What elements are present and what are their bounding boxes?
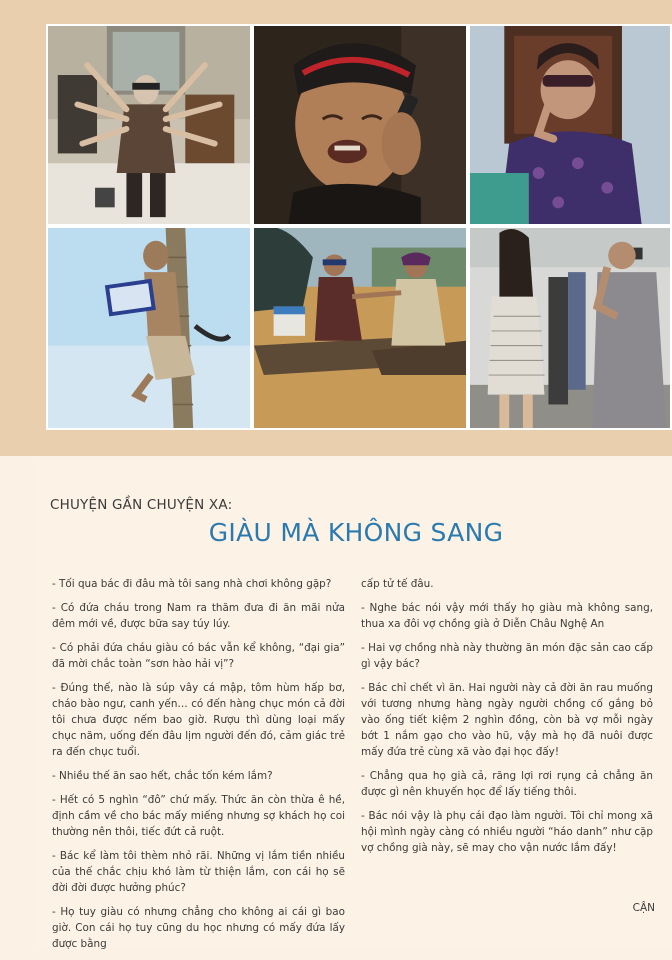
paragraph: cấp tử tế đâu. xyxy=(361,578,434,590)
photo-old-man-laptop-coconut-tree xyxy=(46,226,252,430)
paragraph: - Có phải đứa cháu giàu có bác vẫn kể không, “đại gia” đã mời chắc toàn “sơn hào hải vị”? xyxy=(52,641,345,670)
paragraph: - Hai vợ chồng nhà này thường ăn món đặc sản cao cấp gì vậy bác? xyxy=(361,641,653,670)
paragraph: - Nghe bác nói vậy mới thấy họ giàu mà không sang, thua xa đôi vợ chồng già ở Diễn Châu Nghệ An xyxy=(361,601,653,630)
paragraph: - Nhiều thế ăn sao hết, chắc tốn kém lắm? xyxy=(52,770,273,783)
photo-old-woman-sunglasses-pose xyxy=(468,24,672,226)
paragraph: - Tối qua bác đi đâu mà tôi sang nhà chơi không gặp? xyxy=(52,578,332,590)
author-signature: CẬN xyxy=(632,902,655,914)
article-kicker: CHUYỆN GẦN CHUYỆN XA: xyxy=(50,497,233,513)
paragraph: - Chẳng qua họ già cả, răng lợi rơi rụng cả chẳng ăn được gì nên khuyến học để lấy tiếng thôi. xyxy=(361,770,653,799)
paragraph: - Hết có 5 nghìn “đô” chứ mấy. Thức ăn còn thừa ê hề, định cầm về cho bác mấy miếng nhưng sợ khách họ coi thường nên thôi, tiếc đứt cả ruột. xyxy=(52,793,345,839)
paragraph: - Bác chỉ chết vì ăn. Hai người này cả đời ăn rau muống với tương nhưng hàng ngày người chồng cố gắng bỏ vào ống tiết kiệm 2 nghìn đồng, còn bà vợ mỗi ngày bớt 1 nắm gạo cho vào hũ, vậy mà họ đã nuôi được mấy đứa trẻ cùng xã vào đại học đấy! xyxy=(361,681,653,759)
photo-old-woman-phone-smiling xyxy=(252,24,468,226)
paragraph: - Có đứa cháu trong Nam ra thăm đưa đi ăn mãi nửa đêm mới về, được bữa say túy lúy. xyxy=(52,601,345,630)
photo-party-newspaper-dress xyxy=(468,226,672,430)
paragraph: - Đúng thế, nào là súp vây cá mập, tôm hùm hấp bơ, cháo bào ngư, canh yến… có đến hàng chục món cả đời tôi chưa được nếm bao giờ. Rượu thì dùng loại mấy chục năm, uống đến đâu lịm người đến đó, cảm giác trẻ ra đến chục tuổi. xyxy=(52,681,345,759)
photo-old-woman-sunglasses-many-hands xyxy=(46,24,252,226)
article-headline: GIÀU MÀ KHÔNG SANG xyxy=(208,518,504,547)
paragraph: - Họ tuy giàu có nhưng chẳng cho không ai cái gì bao giờ. Con cái họ tuy cũng du học nhưng có mấy đứa lấy được bằng xyxy=(52,905,345,951)
text-column-right xyxy=(361,576,653,864)
photo-two-women-boats xyxy=(252,226,468,430)
paragraph: - Bác nói vậy là phụ cái đạo làm người. Tôi chỉ mong xã hội mình ngày càng có nhiều người “háo danh” như cặp vợ chồng già này, sẽ may cho vận nước lắm đấy! xyxy=(361,809,653,855)
paragraph: - Bác kể làm tôi thèm nhỏ rãi. Những vị lắm tiền nhiều của thế chắc chịu khó làm từ thiện lắm, con cái họ sẽ đời đời được hưởng phúc? xyxy=(52,849,345,895)
text-column-left xyxy=(52,576,345,960)
